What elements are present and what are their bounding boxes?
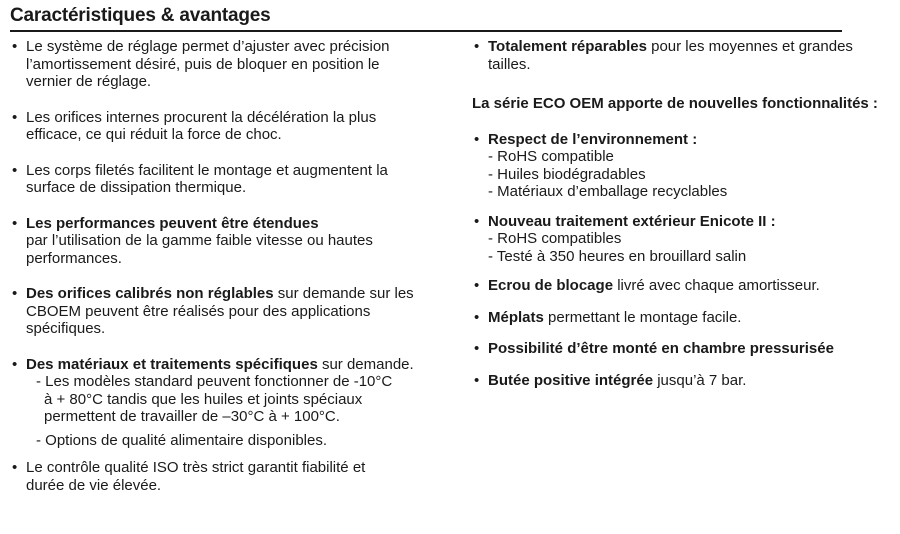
series-heading: La série ECO OEM apporte de nouvelles fonctionnalités : [472, 95, 878, 112]
item-text: par l’utilisation de la gamme faible vitesse ou hautes performances. [26, 232, 373, 267]
item-text: sur demande sur les CBOEM peuvent être réalisés pour des applications spécifiques. [26, 285, 414, 337]
item-bold-text: Méplats [488, 308, 544, 326]
item-bold-text: Des matériaux et traitements spécifiques [26, 355, 318, 373]
item-text: Les orifices internes procurent la décélération la plus efficace, ce qui réduit la force de choc. [26, 108, 377, 143]
section-title: Caractéristiques & avantages [10, 5, 271, 26]
list-item [472, 213, 892, 266]
list-item [472, 309, 892, 327]
title-rule [10, 30, 842, 32]
item-bold-text: Butée positive intégrée [488, 371, 654, 389]
item-text: livré avec chaque amortisseur. [613, 277, 820, 294]
item-text: permettant le montage facile. [543, 308, 742, 326]
list-item [472, 38, 898, 73]
item-text: jusqu’à 7 bar. [653, 371, 747, 389]
sub-item: - Matériaux d’emballage recyclables [488, 183, 728, 200]
sub-item-cont: à + 80°C tandis que les huiles et joints spéciaux [44, 390, 363, 408]
sub-item-cont: permettent de travailler de –30°C à + 100°C. [44, 408, 340, 425]
list-item [10, 215, 406, 268]
item-bold-text: Respect de l’environnement : [488, 130, 698, 148]
list-item [472, 340, 892, 358]
right-column [472, 38, 892, 389]
item-bold-text: Des orifices calibrés non réglables [26, 285, 274, 302]
list-item [10, 285, 426, 338]
sub-item: - Options de qualité alimentaire disponibles. [36, 431, 327, 449]
item-text: Le contrôle qualité ISO très strict garantit fiabilité et durée de vie élevée. [26, 459, 366, 494]
sub-item: - Les modèles standard peuvent fonctionner de -10°C [36, 373, 393, 390]
sub-item: - RoHS compatible [488, 148, 614, 165]
sub-item: - RoHS compatibles [488, 230, 622, 247]
item-bold-text: Ecrou de blocage [488, 277, 614, 294]
item-bold-text: Les performances peuvent être étendues [26, 214, 319, 232]
left-column [10, 38, 450, 494]
item-bold-text: Nouveau traitement extérieur Enicote II : [488, 212, 776, 230]
list-item [10, 109, 406, 144]
item-text: pour les moyennes et grandes tailles. [488, 38, 853, 73]
list-item [10, 162, 416, 197]
sub-item: - Testé à 350 heures en brouillard salin [488, 247, 747, 265]
item-text: Les corps filetés facilitent le montage et augmentent la surface de dissipation thermique. [26, 161, 388, 196]
item-bold-text: Totalement réparables [488, 38, 647, 55]
list-item [472, 372, 892, 390]
sub-item: - Huiles biodégradables [488, 165, 646, 183]
list-item [472, 277, 892, 295]
list-item [10, 38, 416, 91]
item-text: sur demande. [317, 355, 414, 373]
item-bold-text: Possibilité d’être monté en chambre pressurisée [488, 340, 834, 357]
item-text: Le système de réglage permet d’ajuster avec précision l’amortissement désiré, puis de bloquer en position le vernier de réglage. [26, 38, 390, 90]
list-item [10, 356, 416, 450]
list-item [472, 131, 892, 201]
list-item [10, 459, 406, 494]
